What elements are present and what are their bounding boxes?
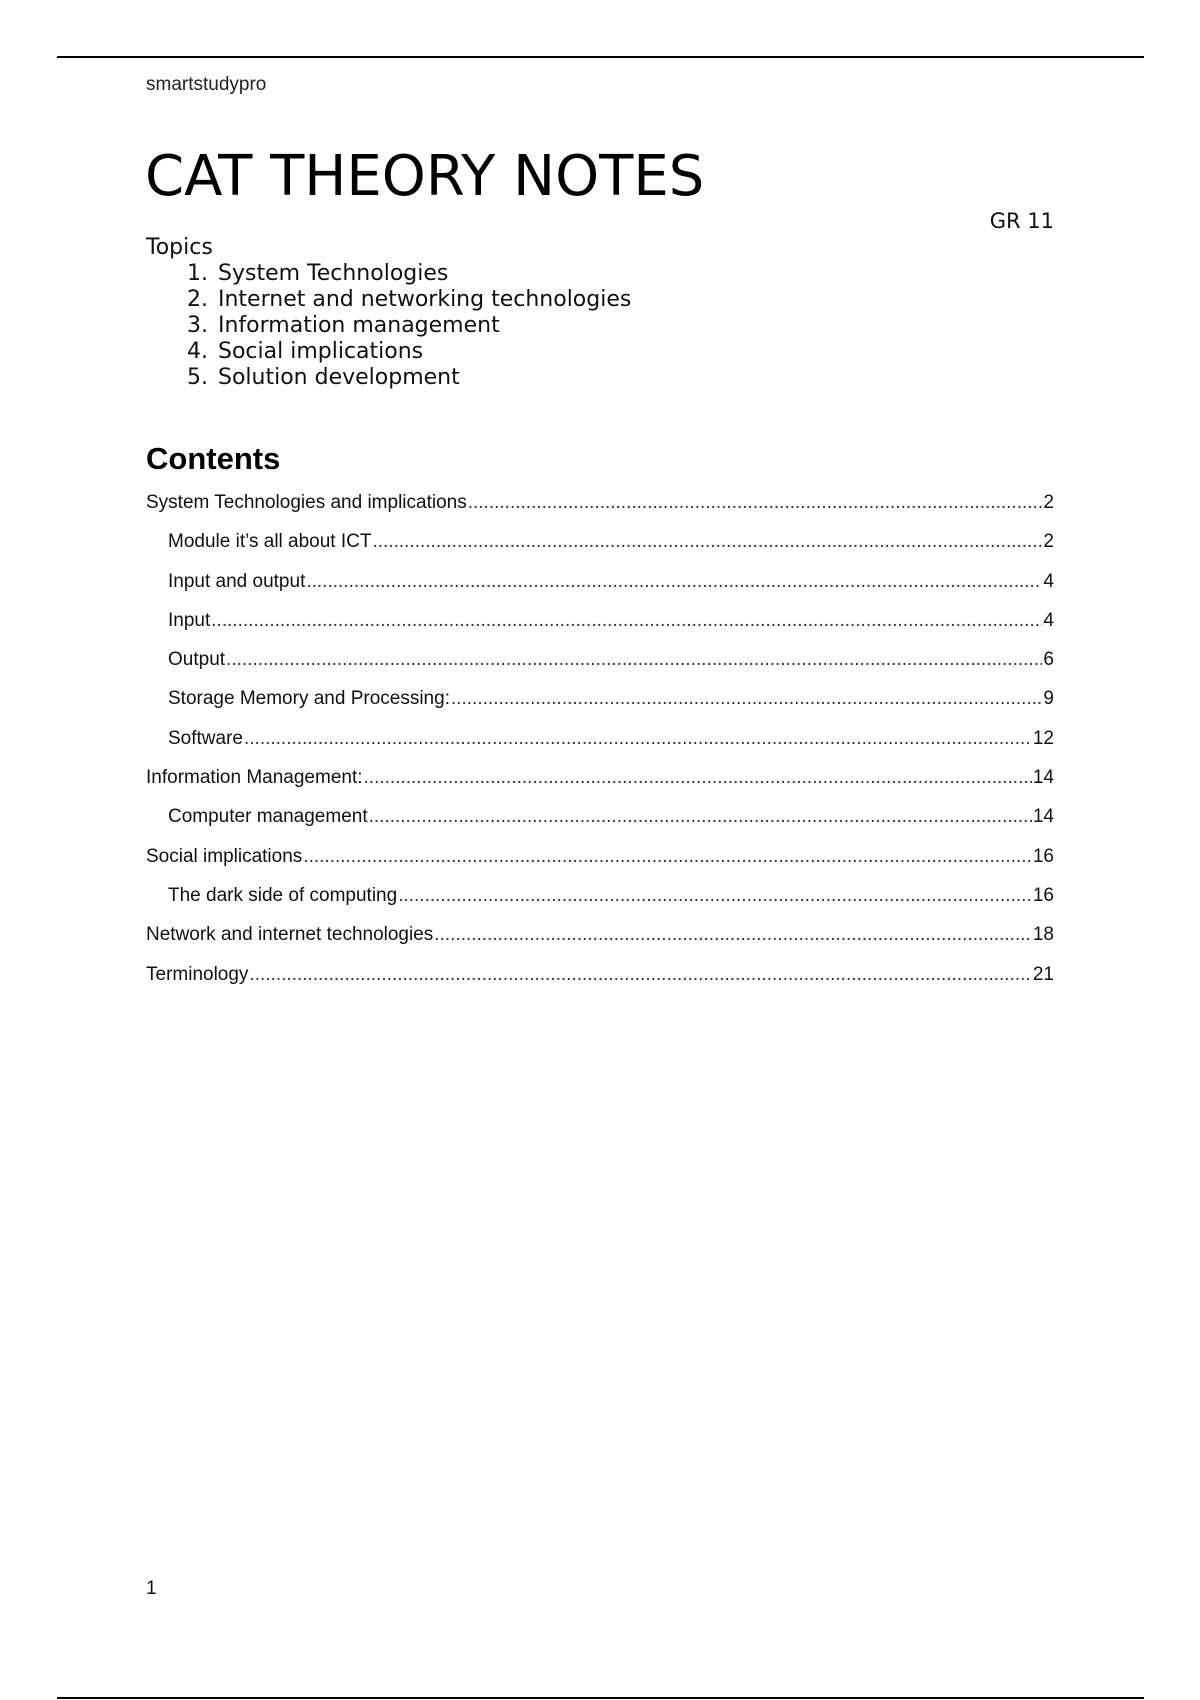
toc-entry[interactable] bbox=[146, 885, 1054, 924]
toc-dot-leader bbox=[249, 964, 1031, 986]
page-number: 1 bbox=[146, 1578, 157, 1599]
toc-entry[interactable] bbox=[146, 846, 1054, 885]
toc-entry-text: Software bbox=[168, 727, 243, 749]
toc-dot-leader bbox=[398, 885, 1032, 907]
toc-page-number: 2 bbox=[1043, 531, 1054, 553]
toc-dot-leader bbox=[244, 728, 1032, 750]
toc-entry-text: Module it’s all about ICT bbox=[168, 531, 372, 553]
toc-entry-text: System Technologies and implications bbox=[146, 492, 467, 513]
toc-entry[interactable] bbox=[146, 531, 1054, 570]
toc-entry[interactable] bbox=[146, 924, 1054, 963]
topic-number: 5. bbox=[187, 365, 208, 390]
toc-entry-text: Computer management bbox=[168, 806, 368, 828]
toc-entry-text: Input and output bbox=[168, 570, 306, 592]
toc-dot-leader bbox=[303, 846, 1032, 868]
toc-entry[interactable] bbox=[146, 649, 1054, 688]
toc-page-number: 4 bbox=[1043, 570, 1054, 592]
topic-label: Solution development bbox=[218, 365, 460, 390]
topic-item bbox=[146, 261, 631, 287]
toc-page-number: 14 bbox=[1032, 806, 1054, 828]
toc-page-number: 16 bbox=[1032, 845, 1054, 867]
toc-dot-leader bbox=[369, 806, 1032, 828]
toc-entry-text: Output bbox=[168, 649, 226, 671]
toc-entry[interactable] bbox=[146, 806, 1054, 845]
toc-entry-text: The dark side of computing bbox=[168, 884, 398, 906]
document-title: CAT THEORY NOTES bbox=[145, 144, 705, 209]
toc-dot-leader bbox=[372, 531, 1042, 553]
toc-dot-leader bbox=[211, 610, 1042, 632]
toc-dot-leader bbox=[451, 688, 1042, 710]
toc-entry[interactable] bbox=[146, 571, 1054, 610]
header-brand: smartstudypro bbox=[146, 74, 267, 95]
topic-item bbox=[146, 339, 631, 365]
toc-entry[interactable] bbox=[146, 492, 1054, 531]
toc-entry[interactable] bbox=[146, 688, 1054, 727]
toc-page-number: 14 bbox=[1032, 767, 1054, 789]
toc-entry[interactable] bbox=[146, 964, 1054, 1003]
contents-heading: Contents bbox=[146, 441, 281, 476]
topics-list bbox=[146, 261, 631, 391]
toc-dot-leader bbox=[226, 649, 1042, 671]
toc-entry[interactable] bbox=[146, 610, 1054, 649]
toc-dot-leader bbox=[306, 571, 1042, 593]
topic-item bbox=[146, 365, 631, 391]
toc-entry[interactable] bbox=[146, 728, 1054, 767]
toc-page-number: 21 bbox=[1032, 963, 1054, 985]
toc-page-number: 4 bbox=[1043, 609, 1054, 631]
toc-entry-text: Network and internet technologies bbox=[146, 924, 434, 946]
toc-entry[interactable] bbox=[146, 767, 1054, 806]
toc-entry-text: Storage Memory and Processing: bbox=[168, 688, 450, 710]
topic-number: 2. bbox=[187, 287, 208, 312]
topic-label: Information management bbox=[218, 313, 500, 338]
toc-entry-text: Input bbox=[168, 609, 211, 631]
topic-number: 3. bbox=[187, 313, 208, 338]
topic-item bbox=[146, 313, 631, 339]
toc-page-number: 9 bbox=[1043, 688, 1054, 710]
toc-dot-leader bbox=[434, 924, 1032, 946]
topic-label: Social implications bbox=[218, 339, 424, 364]
toc-page-number: 12 bbox=[1032, 727, 1054, 749]
toc-page-number: 6 bbox=[1043, 649, 1054, 671]
toc-entry-text: Social implications bbox=[146, 845, 303, 867]
toc-entry-text: Terminology bbox=[146, 963, 249, 985]
toc-page-number: 18 bbox=[1032, 924, 1054, 946]
header-rule bbox=[57, 56, 1144, 58]
topic-label: System Technologies bbox=[218, 261, 449, 286]
footer-rule bbox=[57, 1697, 1144, 1699]
topic-number: 4. bbox=[187, 339, 208, 364]
topic-label: Internet and networking technologies bbox=[218, 287, 632, 312]
toc-page-number: 16 bbox=[1032, 884, 1054, 906]
toc-entry-text: Information Management: bbox=[146, 767, 363, 789]
toc-dot-leader bbox=[364, 767, 1032, 789]
topic-item bbox=[146, 287, 631, 313]
topics-heading: Topics bbox=[146, 235, 213, 260]
grade-label: GR 11 bbox=[989, 209, 1054, 233]
toc-dot-leader bbox=[468, 492, 1043, 514]
toc-page-number: 2 bbox=[1043, 492, 1054, 513]
topic-number: 1. bbox=[187, 261, 208, 286]
table-of-contents bbox=[146, 492, 1054, 1003]
